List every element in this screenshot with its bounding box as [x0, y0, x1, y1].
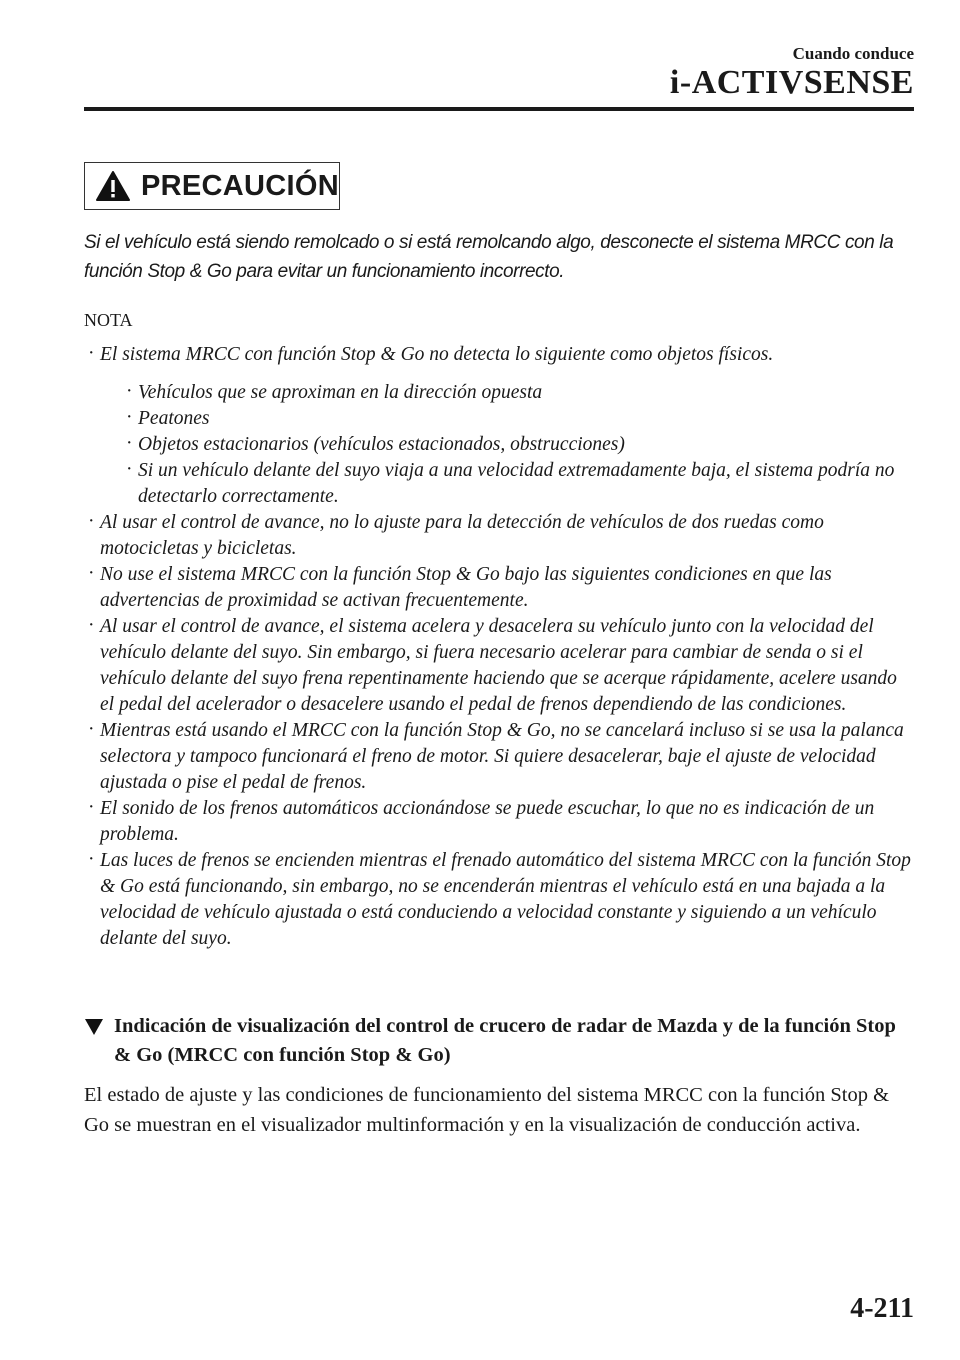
bullet: · — [88, 719, 95, 740]
caution-label-box — [84, 162, 340, 210]
note-item-text: El sonido de los frenos automáticos accionándose se puede escuchar, lo que no es indicación de un problema. — [100, 798, 875, 845]
bullet: · — [126, 459, 133, 480]
bullet: · — [126, 407, 133, 428]
down-triangle-icon — [84, 1018, 104, 1036]
note-item — [84, 614, 914, 718]
bullet: · — [126, 433, 133, 454]
note-item — [84, 848, 914, 952]
note-item — [84, 718, 914, 796]
note-subitem — [100, 406, 914, 432]
note-item-text: El sistema MRCC con función Stop & Go no detecta lo siguiente como objetos físicos. — [100, 344, 774, 365]
note-subitem-text: Si un vehículo delante del suyo viaja a una velocidad extremadamente baja, el sistema podría no detectarlo correctamente. — [138, 460, 895, 507]
note-item — [84, 510, 914, 562]
bullet: · — [126, 381, 133, 402]
note-subitem — [100, 432, 914, 458]
note-item-text: Al usar el control de avance, el sistema acelera y desacelera su vehículo junto con la velocidad del vehículo delante del suyo. Sin embargo, si fuera necesario acelerar para cambiar de senda o si el vehículo delante del suyo frena repentinamente haciendo que se acerque rápidamente, acelere usando el pedal del acelerador o desacelere usando el pedal de frenos dependiendo de las condiciones. — [100, 616, 897, 715]
note-item-text: No use el sistema MRCC con la función Stop & Go bajo las siguientes condiciones en que las advertencias de proximidad se activan frecuentemente. — [100, 564, 832, 611]
note-subitem-text: Peatones — [138, 408, 210, 429]
note-item — [84, 562, 914, 614]
caution-text: Si el vehículo está siendo remolcado o si está remolcando algo, desconecte el sistema MRCC con la función Stop & Go para evitar un funcionamiento incorrecto. — [84, 232, 894, 282]
note-item — [84, 342, 914, 510]
note-list — [84, 342, 914, 952]
page-number: 4-211 — [850, 1293, 914, 1324]
note-subitem — [100, 458, 914, 510]
note-subitem-text: Vehículos que se aproximan en la dirección opuesta — [138, 382, 543, 403]
note-item-text: Mientras está usando el MRCC con la función Stop & Go, no se cancelará incluso si se usa la palanca selectora y tampoco funcionará el freno de motor. Si quiere desacelerar, baje el ajuste de velocidad ajustada o pise el pedal de frenos. — [100, 720, 904, 793]
warning-triangle-icon — [95, 170, 131, 202]
section-heading-text: Indicación de visualización del control de crucero de radar de Mazda y de la función Stop & Go (MRCC con función Stop & Go) — [114, 1015, 896, 1066]
page-header — [670, 44, 914, 102]
chapter-subtitle: Cuando conduce — [792, 44, 914, 63]
chapter-title: i-ACTIVSENSE — [669, 64, 914, 101]
bullet: · — [88, 511, 95, 532]
bullet: · — [88, 563, 95, 584]
caution-title: PRECAUCIÓN — [141, 169, 339, 202]
note-sublist — [100, 380, 914, 510]
note-item — [84, 796, 914, 848]
note-item-text: Las luces de frenos se encienden mientras el frenado automático del sistema MRCC con la función Stop & Go está funcionando, sin embargo, no se encenderán mientras el vehículo está en una bajada a la velocidad de vehículo ajustada o está conduciendo a velocidad constante y siguiendo a un vehículo delante del suyo. — [100, 850, 911, 949]
section-heading — [84, 1012, 914, 1070]
note-label: NOTA — [84, 310, 133, 330]
bullet: · — [88, 343, 95, 364]
header-divider — [84, 107, 914, 111]
section-body: El estado de ajuste y las condiciones de funcionamiento del sistema MRCC con la función Stop & Go se muestran en el visualizador multinformación y en la visualización de conducción activa. — [84, 1084, 890, 1136]
bullet: · — [88, 797, 95, 818]
note-subitem-text: Objetos estacionarios (vehículos estacionados, obstrucciones) — [138, 434, 625, 455]
bullet: · — [88, 615, 95, 636]
note-item-text: Al usar el control de avance, no lo ajuste para la detección de vehículos de dos ruedas como motocicletas y bicicletas. — [100, 512, 824, 559]
note-subitem — [100, 380, 914, 406]
bullet: · — [88, 849, 95, 870]
